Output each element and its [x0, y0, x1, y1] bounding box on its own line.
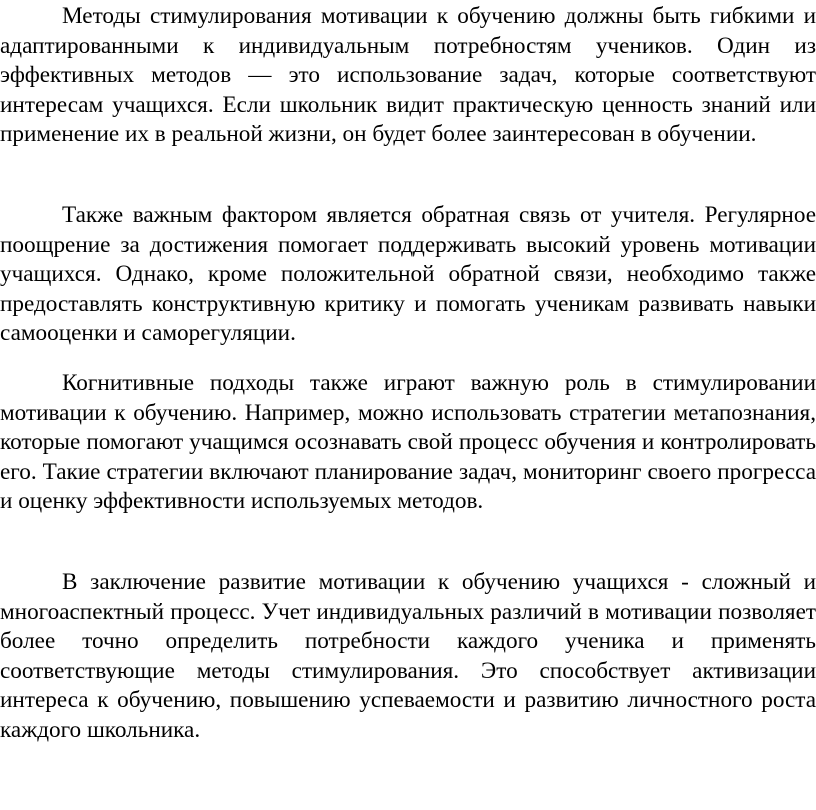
paragraph-teacher-feedback: Также важным фактором является обратная связь от учителя. Регулярное поощрение за достижения помогает поддерживать высокий уровень мотивации учащихся. Однако, кроме положительной обратной связи, необходимо также предоставлять конструктивную критику и помогать ученикам развивать навыки самооценки и саморегуляции.	[0, 202, 816, 346]
paragraph-conclusion: В заключение развитие мотивации к обучению учащихся - сложный и многоаспектный процесс. Учет индивидуальных различий в мотивации позволяет более точно определить потребности каждого ученика и применять соответствующие методы стимулирования. Это способствует активизации интереса к обучению, повышению успеваемости и развитию личностного роста каждого школьника.	[0, 569, 816, 743]
paragraph-cognitive-approaches: Когнитивные подходы также играют важную роль в стимулировании мотивации к обучению. Например, можно использовать стратегии метапознания, которые помогают учащимся осознавать свой процесс обучения и контролировать его. Такие стратегии включают планирование задач, мониторинг своего прогресса и оценку эффективности используемых методов.	[0, 370, 816, 514]
paragraph-teaching-methods: Методы стимулирования мотивации к обучению должны быть гибкими и адаптированными к индивидуальным потребностям учеников. Один из эффективных методов — это использование задач, которые соответствуют интересам учащихся. Если школьник видит практическую ценность знаний или применение их в реальной жизни, он будет более заинтересован в обучении.	[0, 3, 816, 147]
